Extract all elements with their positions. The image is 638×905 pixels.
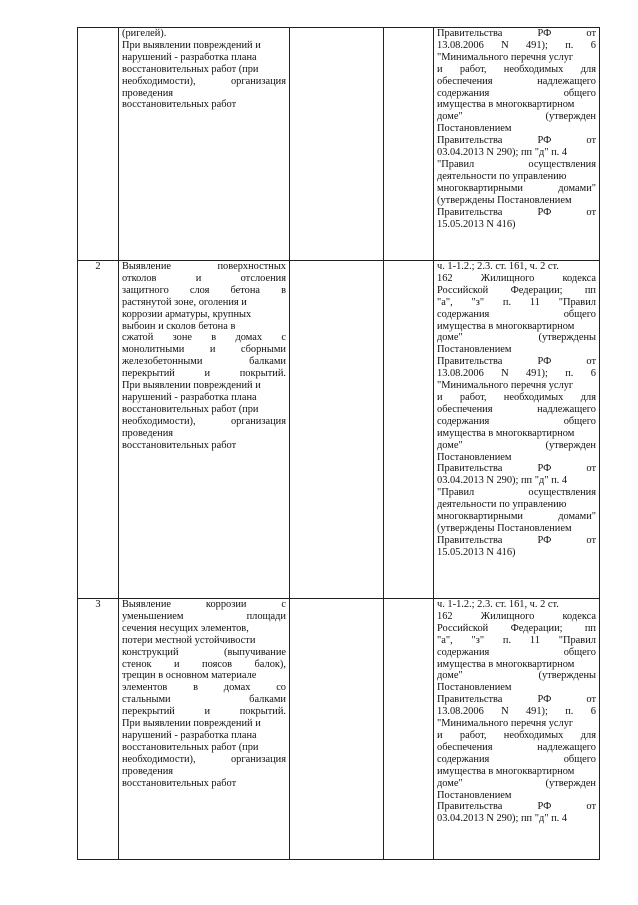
text-line: Постановлением <box>437 789 512 801</box>
text-word: Правительства <box>437 463 503 475</box>
text-word: содержания <box>437 87 490 99</box>
text-word: организация <box>230 753 286 765</box>
text-word: Жилищного <box>480 610 535 622</box>
text-word: организация <box>230 75 286 87</box>
text-line <box>122 332 286 344</box>
text-word: покрытий. <box>239 368 286 380</box>
text-word: обеспечения <box>437 403 493 415</box>
text-line: деятельности по управлению <box>437 170 567 182</box>
text-line: трещин в основном материале <box>122 670 257 682</box>
text-line <box>122 356 286 368</box>
text-line: проведения <box>122 427 174 439</box>
text-word: содержания <box>437 415 490 427</box>
text-word: необходимости), <box>122 415 196 427</box>
text-word: (утвержден <box>545 439 596 451</box>
legal-basis-cell <box>434 28 600 261</box>
text-line: имущества в многоквартирном <box>437 658 575 670</box>
text-word: "а", <box>437 296 453 308</box>
text-word: "Правил <box>558 634 596 646</box>
text-word: в <box>211 332 217 344</box>
text-word: осуществления <box>528 158 596 170</box>
text-line <box>437 64 596 76</box>
text-word: доме" <box>437 439 463 451</box>
legal-basis-cell <box>434 261 600 599</box>
text-line <box>437 285 596 297</box>
row-number: 3 <box>95 599 101 610</box>
text-line <box>437 332 596 344</box>
table-row <box>78 599 600 860</box>
text-line <box>437 742 596 754</box>
text-line <box>437 694 596 706</box>
text-word: для <box>580 391 596 403</box>
text-word: кодекса <box>562 272 596 284</box>
table-body <box>78 28 600 860</box>
text-line <box>122 599 286 611</box>
text-line <box>437 356 596 368</box>
text-word: N <box>501 39 509 51</box>
text-word: коррозии <box>205 599 247 610</box>
text-line <box>122 285 286 297</box>
text-line <box>122 273 286 285</box>
text-word: кодекса <box>562 610 596 622</box>
text-word: 162 <box>437 272 453 284</box>
text-line <box>437 440 596 452</box>
text-word: "Правил <box>558 296 596 308</box>
text-word: "Правил <box>437 487 475 499</box>
text-word: от <box>586 135 596 147</box>
text-line: восстановительных работ (при <box>122 741 259 753</box>
text-word: от <box>586 206 596 218</box>
text-word: "а", <box>437 634 453 646</box>
text-word: 6 <box>590 368 596 380</box>
requirements-table <box>77 27 600 860</box>
text-word: 13.08.2006 <box>437 368 484 380</box>
text-line: восстановительных работ (при <box>122 63 259 75</box>
text-word: многоквартирными <box>437 511 523 523</box>
text-word: Правительства <box>437 694 503 706</box>
text-word: 13.08.2006 <box>437 706 484 718</box>
text-line <box>437 40 596 52</box>
text-word: от <box>586 463 596 475</box>
text-word: п. <box>502 296 512 308</box>
text-word: для <box>580 63 596 75</box>
empty-cell <box>290 261 384 599</box>
text-line: При выявлении повреждений и <box>122 39 261 51</box>
text-line: Постановлением <box>437 344 512 356</box>
text-word: (утвержден <box>545 777 596 789</box>
text-word: и <box>209 344 216 356</box>
text-word: зоне <box>172 332 192 344</box>
text-word: стальными <box>122 694 171 706</box>
text-line <box>437 706 596 718</box>
text-word: поясов <box>202 658 233 670</box>
text-word: монолитными <box>122 344 185 356</box>
text-word: 6 <box>590 39 596 51</box>
text-word: Федерации; <box>510 284 563 296</box>
text-word: домами" <box>558 182 596 194</box>
text-word: РФ <box>537 694 552 706</box>
text-word: Правительства <box>437 135 503 147</box>
table-row <box>78 261 600 599</box>
text-line: сечения несущих элементов, <box>122 622 249 634</box>
text-word: общего <box>563 87 596 99</box>
text-line: нарушений - разработка плана <box>122 51 257 63</box>
text-word: доме" <box>437 777 463 789</box>
text-line: "Минимального перечня услуг <box>437 51 574 63</box>
text-line: восстановительных работ (при <box>122 403 259 415</box>
text-word: общего <box>563 415 596 427</box>
text-word: площади <box>246 610 286 622</box>
text-line <box>122 659 286 671</box>
text-word: п. <box>565 39 574 51</box>
text-word: в <box>281 284 286 296</box>
row-number-cell <box>78 599 119 860</box>
text-word: с <box>281 332 286 344</box>
text-word: обеспечения <box>437 75 493 87</box>
text-word: (утвержден <box>545 111 596 123</box>
text-line <box>437 647 596 659</box>
text-word: и <box>437 729 443 741</box>
text-line: 03.04.2013 N 290); пп "д" п. 4 <box>437 813 568 825</box>
text-word: отслоения <box>240 272 286 284</box>
text-word: (выпучивание <box>223 646 286 658</box>
text-word: и <box>437 63 443 75</box>
text-word: Российской <box>437 284 489 296</box>
text-word: доме" <box>437 670 463 682</box>
text-word: балками <box>249 694 286 706</box>
text-line: Постановлением <box>437 682 512 694</box>
text-word: домами" <box>558 511 596 523</box>
text-line: 15.05.2013 N 416) <box>437 218 516 230</box>
legal-basis-cell <box>434 599 600 860</box>
empty-cell <box>384 599 434 860</box>
text-line <box>437 416 596 428</box>
text-word: РФ <box>537 801 552 813</box>
text-word: (утверждены <box>538 332 596 344</box>
text-word: Правительства <box>437 356 503 368</box>
text-line <box>437 368 596 380</box>
text-word: Правительства <box>437 28 503 39</box>
text-line <box>437 28 596 40</box>
text-word: необходимых <box>503 729 564 741</box>
text-word: п. <box>502 634 512 646</box>
text-line <box>437 135 596 147</box>
text-line <box>437 670 596 682</box>
text-word: (утверждены <box>538 670 596 682</box>
text-line <box>437 611 596 623</box>
text-word: надлежащего <box>537 75 596 87</box>
text-line: "Минимального перечня услуг <box>437 718 574 730</box>
text-word: надлежащего <box>537 741 596 753</box>
text-word: Правительства <box>437 534 503 546</box>
text-word: домах <box>235 332 263 344</box>
text-line: имущества в многоквартирном <box>437 427 575 439</box>
text-line: 03.04.2013 N 290); пп "д" п. 4 <box>437 147 568 159</box>
text-word: 11 <box>529 634 540 646</box>
text-word: с <box>281 599 286 610</box>
text-line <box>437 730 596 742</box>
text-line: ч. 1-1.2.; 2.3. ст. 161, ч. 2 ст. <box>437 599 559 610</box>
text-line <box>437 88 596 100</box>
text-word: поверхностных <box>217 261 286 272</box>
text-word: от <box>586 801 596 813</box>
text-word: необходимости), <box>122 75 196 87</box>
text-line: При выявлении повреждений и <box>122 380 261 392</box>
text-word: и <box>195 272 202 284</box>
text-word: бетона <box>230 284 261 296</box>
text-word: перекрытий <box>122 706 175 718</box>
text-line: растянутой зоне, оголения и <box>122 296 247 308</box>
text-line <box>122 611 286 623</box>
text-line <box>122 344 286 356</box>
text-line: 03.04.2013 N 290); пп "д" п. 4 <box>437 475 568 487</box>
text-line <box>122 694 286 706</box>
text-line <box>437 392 596 404</box>
text-word: работ, <box>459 63 487 75</box>
text-line: коррозии арматуры, крупных <box>122 308 252 320</box>
empty-cell <box>384 28 434 261</box>
row-number-cell <box>78 28 119 261</box>
text-word: от <box>586 356 596 368</box>
text-word: от <box>586 534 596 546</box>
text-word: РФ <box>537 206 552 218</box>
text-word: обеспечения <box>437 741 493 753</box>
text-word: от <box>586 694 596 706</box>
text-word: "з" <box>471 634 485 646</box>
text-word: Правительства <box>437 206 503 218</box>
text-word: РФ <box>537 28 552 39</box>
text-word: "Правил <box>437 158 475 170</box>
text-word: стенок <box>122 658 152 670</box>
text-word: покрытий. <box>239 706 286 718</box>
text-word: 491); <box>525 368 548 380</box>
text-word: необходимости), <box>122 753 196 765</box>
text-line <box>437 297 596 309</box>
text-line <box>437 487 596 499</box>
text-word: необходимых <box>503 391 564 403</box>
text-word: надлежащего <box>537 403 596 415</box>
text-line <box>122 368 286 380</box>
empty-cell <box>384 261 434 599</box>
text-line: Постановлением <box>437 123 512 135</box>
text-line: имущества в многоквартирном <box>437 765 575 777</box>
text-word: п. <box>565 368 574 380</box>
text-word: 162 <box>437 610 453 622</box>
work-description-cell <box>119 28 290 261</box>
text-word: и <box>174 658 180 670</box>
empty-cell <box>290 28 384 261</box>
text-word: Выявление <box>122 599 171 610</box>
text-word: общего <box>563 646 596 658</box>
text-word: организация <box>230 415 286 427</box>
text-word: балок), <box>254 658 286 670</box>
text-word: пп <box>584 284 596 296</box>
text-line <box>122 647 286 659</box>
empty-cell <box>290 599 384 860</box>
text-line <box>437 76 596 88</box>
text-line: выбоин и сколов бетона в <box>122 320 236 332</box>
text-word: и <box>437 391 443 403</box>
text-line <box>437 207 596 219</box>
text-word: пп <box>584 622 596 634</box>
text-word: балками <box>249 356 286 368</box>
text-word: железобетонными <box>122 356 203 368</box>
text-line <box>437 535 596 547</box>
text-word: общего <box>563 753 596 765</box>
text-word: защитного <box>122 284 169 296</box>
text-word: необходимых <box>503 63 564 75</box>
text-line: проведения <box>122 765 174 777</box>
text-word: Федерации; <box>510 622 563 634</box>
text-word: 13.08.2006 <box>437 39 484 51</box>
text-line: (ригелей). <box>122 28 167 39</box>
text-word: Правительства <box>437 801 503 813</box>
text-line: имущества в многоквартирном <box>437 320 575 332</box>
text-line: восстановительных работ <box>122 439 237 451</box>
text-line: "Минимального перечня услуг <box>437 380 574 392</box>
text-line <box>437 111 596 123</box>
text-word: и <box>204 706 211 718</box>
text-line: 15.05.2013 N 416) <box>437 546 516 558</box>
text-word: п. <box>565 706 574 718</box>
text-word: доме" <box>437 111 463 123</box>
text-word: общего <box>563 308 596 320</box>
text-word: перекрытий <box>122 368 175 380</box>
table-row <box>78 28 600 261</box>
text-word: доме" <box>437 332 463 344</box>
text-line <box>437 635 596 647</box>
text-word: и <box>204 368 211 380</box>
text-word: домах <box>223 682 251 694</box>
text-word: РФ <box>537 463 552 475</box>
text-line <box>122 682 286 694</box>
text-line: нарушений - разработка плана <box>122 729 257 741</box>
text-word: работ, <box>459 391 487 403</box>
text-line <box>437 801 596 813</box>
text-line <box>437 159 596 171</box>
text-line: восстановительных работ <box>122 777 237 789</box>
text-line: ч. 1-1.2.; 2.3. ст. 161, ч. 2 ст. <box>437 261 559 272</box>
text-word: сборными <box>240 344 286 356</box>
text-word: конструкций <box>122 646 179 658</box>
text-line: деятельности по управлению <box>437 499 567 511</box>
text-line <box>437 754 596 766</box>
text-line: нарушений - разработка плана <box>122 391 257 403</box>
text-line: проведения <box>122 87 174 99</box>
text-line <box>437 463 596 475</box>
text-word: работ, <box>459 729 487 741</box>
text-word: содержания <box>437 646 490 658</box>
text-word: со <box>276 682 286 694</box>
text-word: от <box>586 28 596 39</box>
text-word: Выявление <box>122 261 171 272</box>
text-word: "з" <box>471 296 485 308</box>
text-word: N <box>501 706 509 718</box>
row-number-cell <box>78 261 119 599</box>
text-line <box>122 706 286 718</box>
text-line: потери местной устойчивости <box>122 634 256 646</box>
text-line <box>437 183 596 195</box>
text-word: 11 <box>529 296 540 308</box>
text-word: содержания <box>437 308 490 320</box>
work-description-cell <box>119 261 290 599</box>
text-word: Российской <box>437 622 489 634</box>
work-description-cell <box>119 599 290 860</box>
text-line: (утверждены Постановлением <box>437 522 572 534</box>
text-word: многоквартирными <box>437 182 523 194</box>
text-word: осуществления <box>528 487 596 499</box>
text-word: Жилищного <box>480 272 535 284</box>
text-line <box>437 309 596 321</box>
text-line <box>437 511 596 523</box>
text-word: отколов <box>122 272 157 284</box>
text-line <box>437 404 596 416</box>
text-line: имущества в многоквартирном <box>437 99 575 111</box>
text-line <box>437 623 596 635</box>
text-word: РФ <box>537 135 552 147</box>
text-line: восстановительных работ <box>122 99 237 111</box>
text-word: 491); <box>525 39 548 51</box>
text-word: слоя <box>189 284 210 296</box>
text-line <box>122 754 286 766</box>
text-line <box>437 273 596 285</box>
text-word: содержания <box>437 753 490 765</box>
text-line: (утверждены Постановлением <box>437 194 572 206</box>
text-line: Постановлением <box>437 451 512 463</box>
text-line <box>437 778 596 790</box>
text-line <box>122 261 286 273</box>
text-word: в <box>193 682 199 694</box>
text-line <box>122 416 286 428</box>
text-word: 6 <box>590 706 596 718</box>
text-word: 491); <box>525 706 548 718</box>
text-word: РФ <box>537 356 552 368</box>
row-number: 2 <box>95 261 101 272</box>
text-word: N <box>501 368 509 380</box>
text-word: для <box>580 729 596 741</box>
text-line: При выявлении повреждений и <box>122 718 261 730</box>
text-word: РФ <box>537 534 552 546</box>
text-line <box>122 76 286 88</box>
text-word: сжатой <box>122 332 154 344</box>
text-word: уменьшением <box>122 610 184 622</box>
text-word: элементов <box>122 682 168 694</box>
